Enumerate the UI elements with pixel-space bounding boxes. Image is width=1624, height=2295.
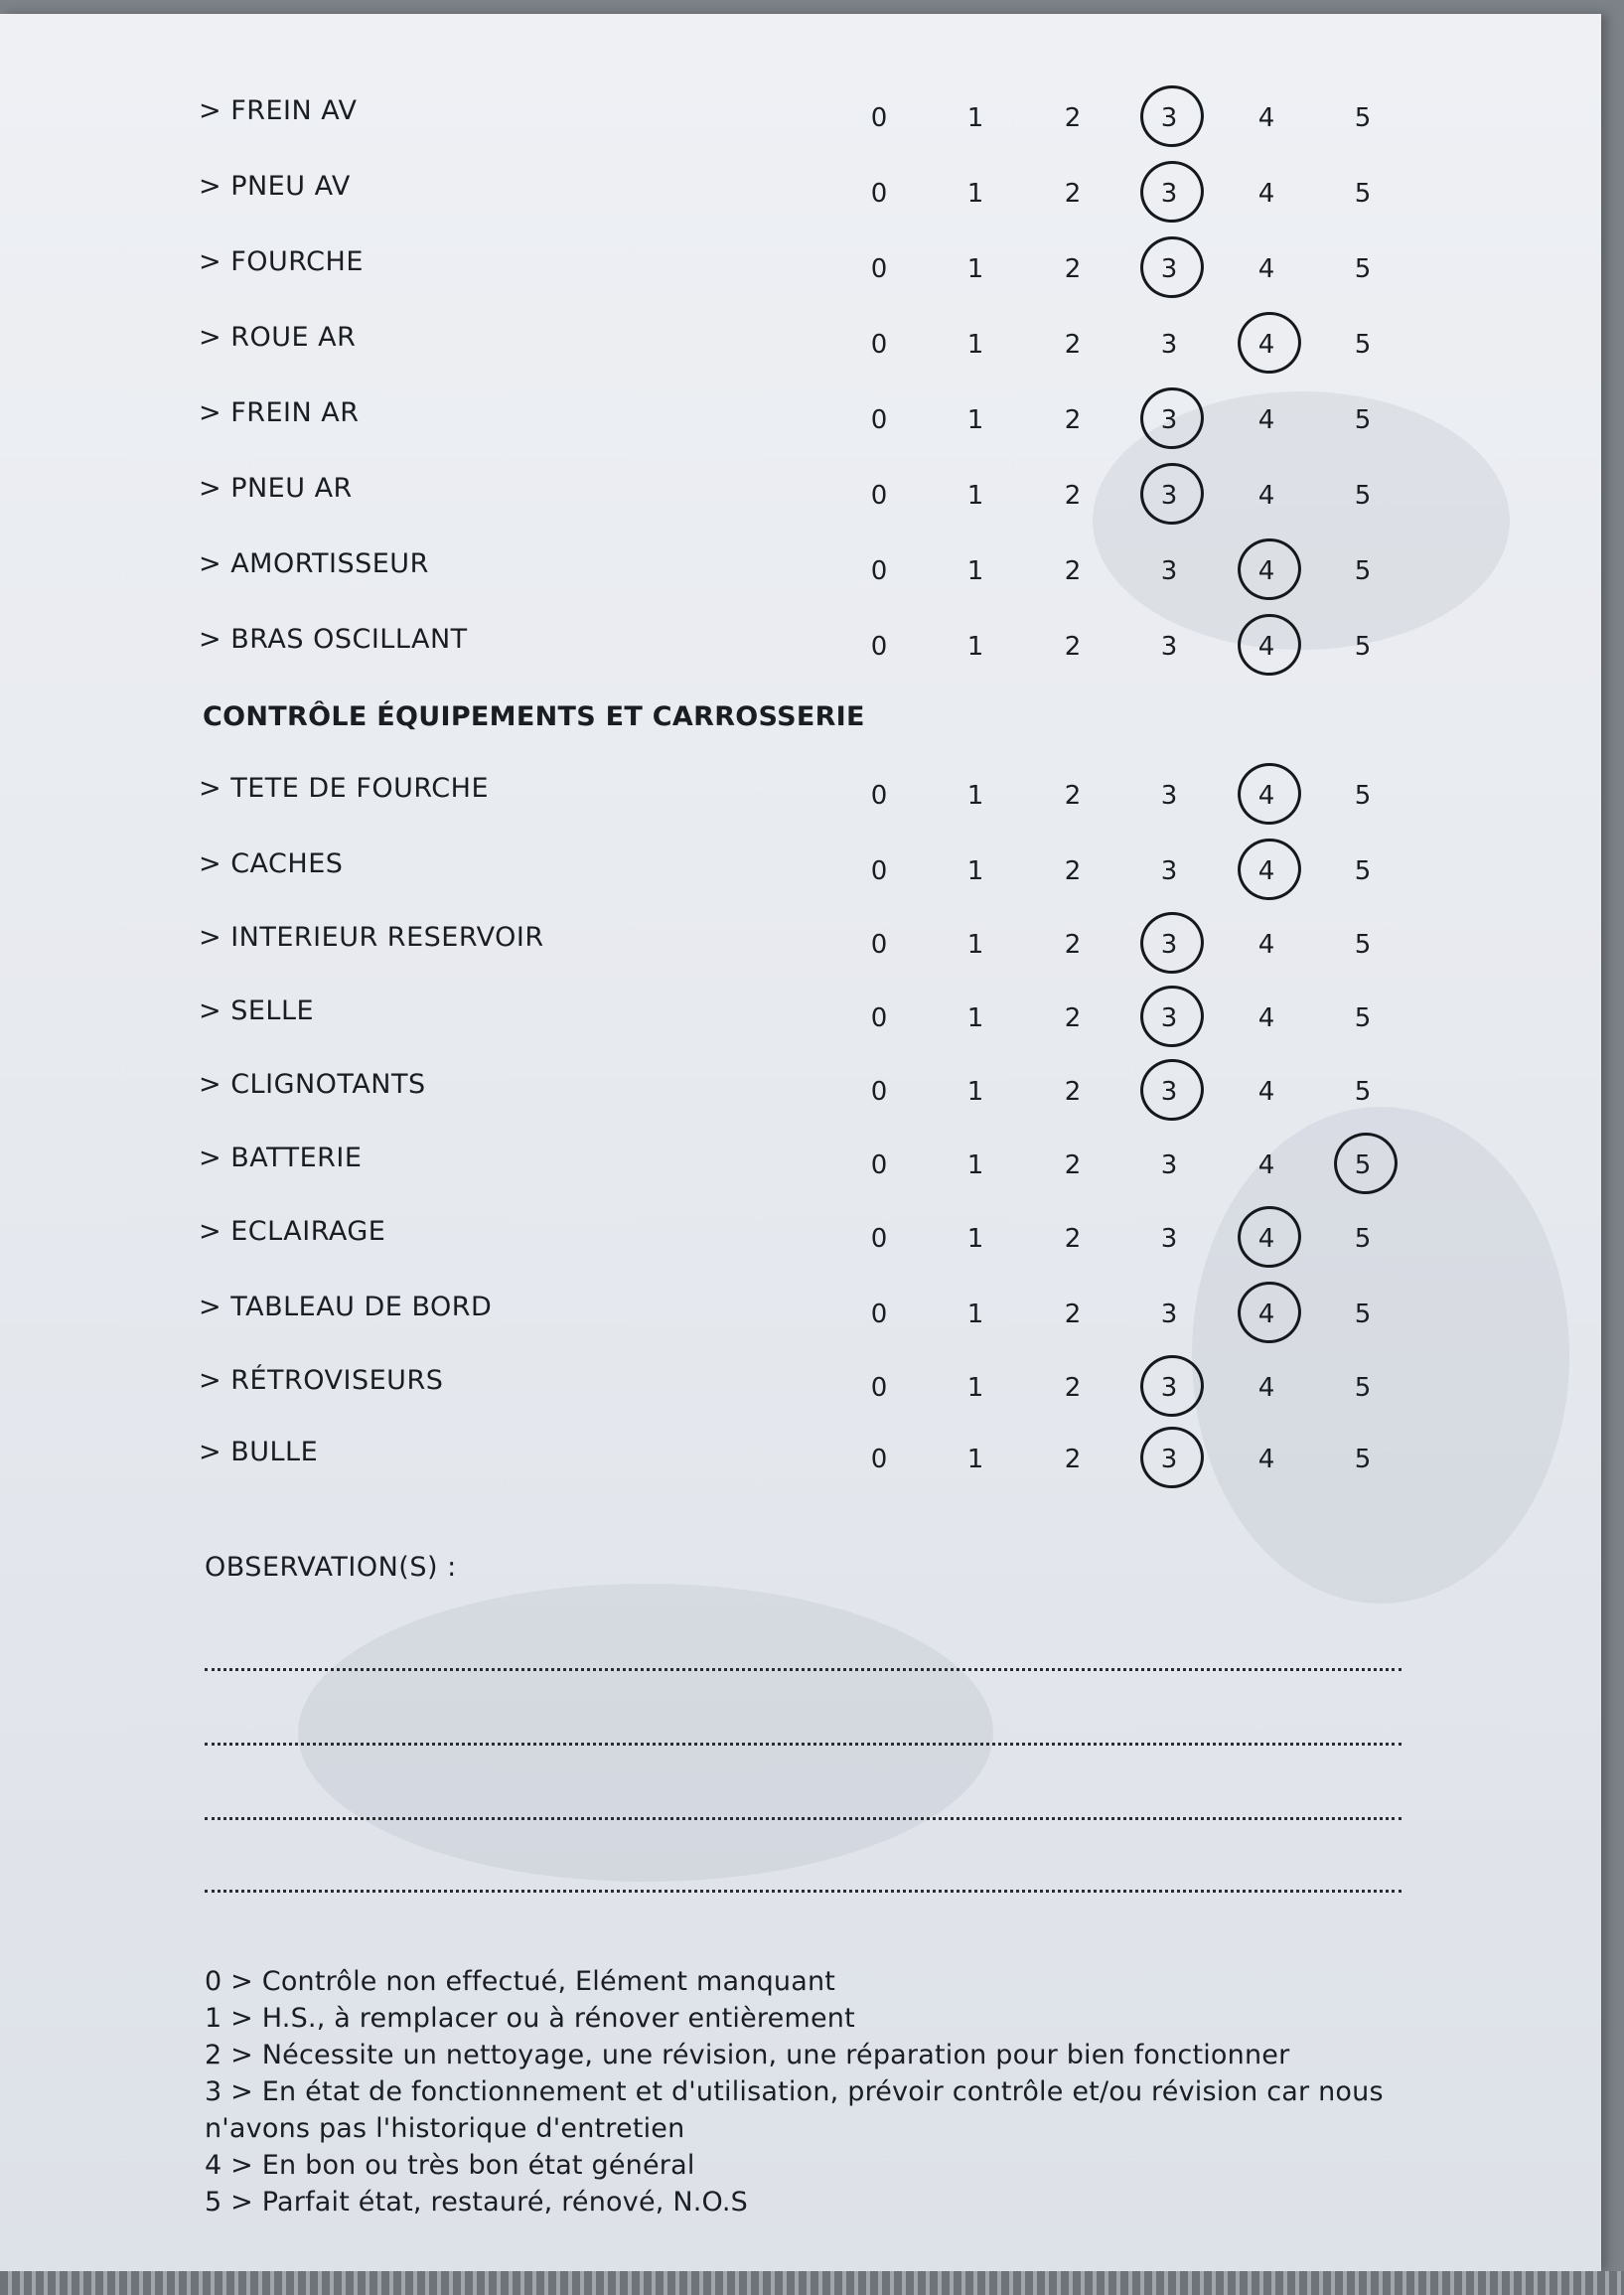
rating-row-label: > PNEU AV	[199, 171, 351, 202]
rating-row	[0, 95, 1601, 145]
score-option[interactable]: 4	[1257, 1077, 1275, 1107]
rating-row-label: > AMORTISSEUR	[199, 548, 429, 579]
score-option[interactable]: 4	[1257, 1373, 1275, 1403]
score-legend	[205, 1963, 1446, 2220]
legend-line: 3 > En état de fonctionnement et d'utilisation, prévoir contrôle et/ou révision car nous n'avons pas l'historique d'entretien	[205, 2076, 1384, 2144]
score-option[interactable]: 0	[870, 632, 888, 662]
score-option[interactable]: 2	[1064, 254, 1082, 284]
rating-row	[0, 1069, 1601, 1119]
score-option[interactable]: 4	[1257, 103, 1275, 133]
score-option[interactable]: 4	[1257, 1003, 1275, 1033]
rating-row	[0, 1143, 1601, 1192]
score-option[interactable]: 4	[1247, 856, 1286, 886]
score-option[interactable]: 0	[870, 1150, 888, 1180]
inspection-sheet	[0, 14, 1601, 2271]
score-option[interactable]: 5	[1354, 556, 1372, 586]
score-option[interactable]: 1	[966, 1224, 984, 1254]
score-option[interactable]: 0	[870, 179, 888, 209]
score-option[interactable]: 2	[1064, 1373, 1082, 1403]
rating-row-label: > CACHES	[199, 848, 344, 879]
rating-row-label: > BATTERIE	[199, 1143, 363, 1173]
score-option[interactable]: 1	[966, 632, 984, 662]
score-option[interactable]: 0	[870, 1300, 888, 1329]
score-option[interactable]: 5	[1354, 481, 1372, 511]
score-option[interactable]: 1	[966, 856, 984, 886]
rating-row	[0, 246, 1601, 296]
score-option[interactable]: 5	[1354, 405, 1372, 435]
rating-row-label: > TETE DE FOURCHE	[199, 773, 489, 804]
score-option[interactable]: 2	[1064, 1150, 1082, 1180]
legend-line: 0 > Contrôle non effectué, Elément manquant	[205, 1966, 836, 1997]
score-option[interactable]: 2	[1064, 1300, 1082, 1329]
score-option[interactable]: 3	[1160, 632, 1178, 662]
rating-row-label: > ROUE AR	[199, 322, 357, 353]
observation-line[interactable]	[205, 1668, 1402, 1671]
score-option[interactable]: 2	[1064, 330, 1082, 360]
score-option[interactable]: 4	[1247, 330, 1286, 360]
score-option[interactable]: 1	[966, 103, 984, 133]
score-option[interactable]: 5	[1354, 1300, 1372, 1329]
score-option[interactable]: 3	[1149, 1077, 1189, 1107]
score-option[interactable]: 3	[1160, 330, 1178, 360]
score-option[interactable]: 5	[1354, 330, 1372, 360]
score-option[interactable]: 1	[966, 1373, 984, 1403]
rating-row-label: > FREIN AR	[199, 397, 360, 428]
score-option[interactable]: 2	[1064, 556, 1082, 586]
score-option[interactable]: 4	[1257, 1150, 1275, 1180]
score-option[interactable]: 0	[870, 1373, 888, 1403]
score-option[interactable]: 0	[870, 103, 888, 133]
rating-row	[0, 1216, 1601, 1266]
score-option[interactable]: 2	[1064, 481, 1082, 511]
rating-row	[0, 624, 1601, 674]
score-option[interactable]: 3	[1160, 1150, 1178, 1180]
score-option[interactable]: 1	[966, 405, 984, 435]
sleeve-edge	[0, 2271, 1624, 2295]
score-option[interactable]: 2	[1064, 930, 1082, 960]
legend-line: 1 > H.S., à remplacer ou à rénover entièrement	[205, 2003, 855, 2034]
score-option[interactable]: 2	[1064, 103, 1082, 133]
score-option[interactable]: 1	[966, 1445, 984, 1474]
score-option[interactable]: 0	[870, 556, 888, 586]
rating-row	[0, 995, 1601, 1045]
score-option[interactable]: 5	[1354, 1224, 1372, 1254]
score-option[interactable]: 5	[1354, 856, 1372, 886]
legend-line: 5 > Parfait état, restauré, rénové, N.O.S	[205, 2187, 748, 2218]
score-option[interactable]: 2	[1064, 1077, 1082, 1107]
score-option[interactable]: 0	[870, 1077, 888, 1107]
rating-row-label: > ECLAIRAGE	[199, 1216, 386, 1247]
score-option[interactable]: 5	[1354, 930, 1372, 960]
score-option[interactable]: 0	[870, 856, 888, 886]
score-option[interactable]: 4	[1247, 781, 1286, 811]
score-option[interactable]: 1	[966, 1150, 984, 1180]
rating-row-label: > INTERIEUR RESERVOIR	[199, 922, 544, 953]
score-option[interactable]: 0	[870, 405, 888, 435]
score-option[interactable]: 3	[1149, 103, 1189, 133]
rating-row	[0, 397, 1601, 447]
observation-line[interactable]	[205, 1890, 1402, 1893]
score-option[interactable]: 4	[1257, 1445, 1275, 1474]
score-option[interactable]: 2	[1064, 1224, 1082, 1254]
score-option[interactable]: 2	[1064, 1445, 1082, 1474]
score-option[interactable]: 4	[1247, 556, 1286, 586]
rating-row-label: > SELLE	[199, 995, 315, 1026]
score-option[interactable]: 1	[966, 1300, 984, 1329]
rating-row	[0, 548, 1601, 598]
legend-line: 4 > En bon ou très bon état général	[205, 2150, 695, 2181]
score-option[interactable]: 1	[966, 1003, 984, 1033]
score-option[interactable]: 1	[966, 254, 984, 284]
rating-row-label: > FREIN AV	[199, 95, 358, 126]
score-option[interactable]: 5	[1354, 781, 1372, 811]
rating-row	[0, 171, 1601, 221]
score-option[interactable]: 0	[870, 330, 888, 360]
score-option[interactable]: 4	[1257, 254, 1275, 284]
rating-row-label: > BRAS OSCILLANT	[199, 624, 468, 655]
score-option[interactable]: 5	[1354, 254, 1372, 284]
score-option[interactable]: 5	[1354, 1445, 1372, 1474]
rating-row-label: > CLIGNOTANTS	[199, 1069, 426, 1100]
observation-line[interactable]	[205, 1817, 1402, 1820]
score-option[interactable]: 1	[966, 481, 984, 511]
score-option[interactable]: 4	[1257, 930, 1275, 960]
rating-row-label: > PNEU AR	[199, 473, 353, 504]
score-option[interactable]: 2	[1064, 781, 1082, 811]
score-option[interactable]: 2	[1064, 632, 1082, 662]
score-option[interactable]: 1	[966, 556, 984, 586]
rating-row	[0, 473, 1601, 523]
observation-line[interactable]	[205, 1743, 1402, 1746]
score-option[interactable]: 4	[1247, 632, 1286, 662]
rating-row	[0, 1437, 1601, 1486]
score-option[interactable]: 1	[966, 781, 984, 811]
rating-row	[0, 1365, 1601, 1415]
observations-label: OBSERVATION(S) :	[205, 1552, 457, 1583]
rating-row	[0, 1292, 1601, 1341]
rating-row	[0, 322, 1601, 372]
score-option[interactable]: 1	[966, 1077, 984, 1107]
score-option[interactable]: 5	[1354, 1077, 1372, 1107]
score-option[interactable]: 3	[1149, 1003, 1189, 1033]
score-option[interactable]: 5	[1354, 103, 1372, 133]
score-option[interactable]: 5	[1354, 179, 1372, 209]
score-option[interactable]: 5	[1354, 1373, 1372, 1403]
score-option[interactable]: 3	[1149, 405, 1189, 435]
rating-row-label: > FOURCHE	[199, 246, 364, 277]
score-option[interactable]: 1	[966, 179, 984, 209]
score-option[interactable]: 2	[1064, 179, 1082, 209]
score-option[interactable]: 5	[1343, 1150, 1383, 1180]
score-option[interactable]: 4	[1247, 1300, 1286, 1329]
score-option[interactable]: 4	[1257, 481, 1275, 511]
score-option[interactable]: 2	[1064, 856, 1082, 886]
score-option[interactable]: 3	[1160, 556, 1178, 586]
score-option[interactable]: 3	[1160, 856, 1178, 886]
score-option[interactable]: 3	[1149, 1373, 1189, 1403]
score-option[interactable]: 4	[1257, 179, 1275, 209]
score-option[interactable]: 4	[1247, 1224, 1286, 1254]
score-option[interactable]: 0	[870, 781, 888, 811]
score-option[interactable]: 4	[1257, 405, 1275, 435]
score-option[interactable]: 3	[1160, 781, 1178, 811]
score-option[interactable]: 5	[1354, 1003, 1372, 1033]
rating-row-label: > BULLE	[199, 1437, 319, 1467]
score-option[interactable]: 0	[870, 481, 888, 511]
legend-line: 2 > Nécessite un nettoyage, une révision, une réparation pour bien fonctionner	[205, 2040, 1290, 2070]
score-option[interactable]: 3	[1149, 179, 1189, 209]
score-option[interactable]: 3	[1149, 481, 1189, 511]
score-option[interactable]: 3	[1160, 1300, 1178, 1329]
score-option[interactable]: 5	[1354, 632, 1372, 662]
rating-row-label: > TABLEAU DE BORD	[199, 1292, 493, 1322]
score-option[interactable]: 2	[1064, 1003, 1082, 1033]
rating-row	[0, 773, 1601, 823]
rating-row	[0, 848, 1601, 898]
score-option[interactable]: 3	[1149, 1445, 1189, 1474]
score-option[interactable]: 0	[870, 930, 888, 960]
score-option[interactable]: 0	[870, 1003, 888, 1033]
rating-row	[0, 922, 1601, 972]
rating-row-label: > RÉTROVISEURS	[199, 1365, 444, 1396]
score-option[interactable]: 3	[1160, 1224, 1178, 1254]
score-option[interactable]: 3	[1149, 930, 1189, 960]
score-option[interactable]: 0	[870, 254, 888, 284]
score-option[interactable]: 1	[966, 930, 984, 960]
score-option[interactable]: 0	[870, 1445, 888, 1474]
score-option[interactable]: 3	[1149, 254, 1189, 284]
section-heading: CONTRÔLE ÉQUIPEMENTS ET CARROSSERIE	[203, 701, 865, 732]
score-option[interactable]: 1	[966, 330, 984, 360]
score-option[interactable]: 2	[1064, 405, 1082, 435]
score-option[interactable]: 0	[870, 1224, 888, 1254]
